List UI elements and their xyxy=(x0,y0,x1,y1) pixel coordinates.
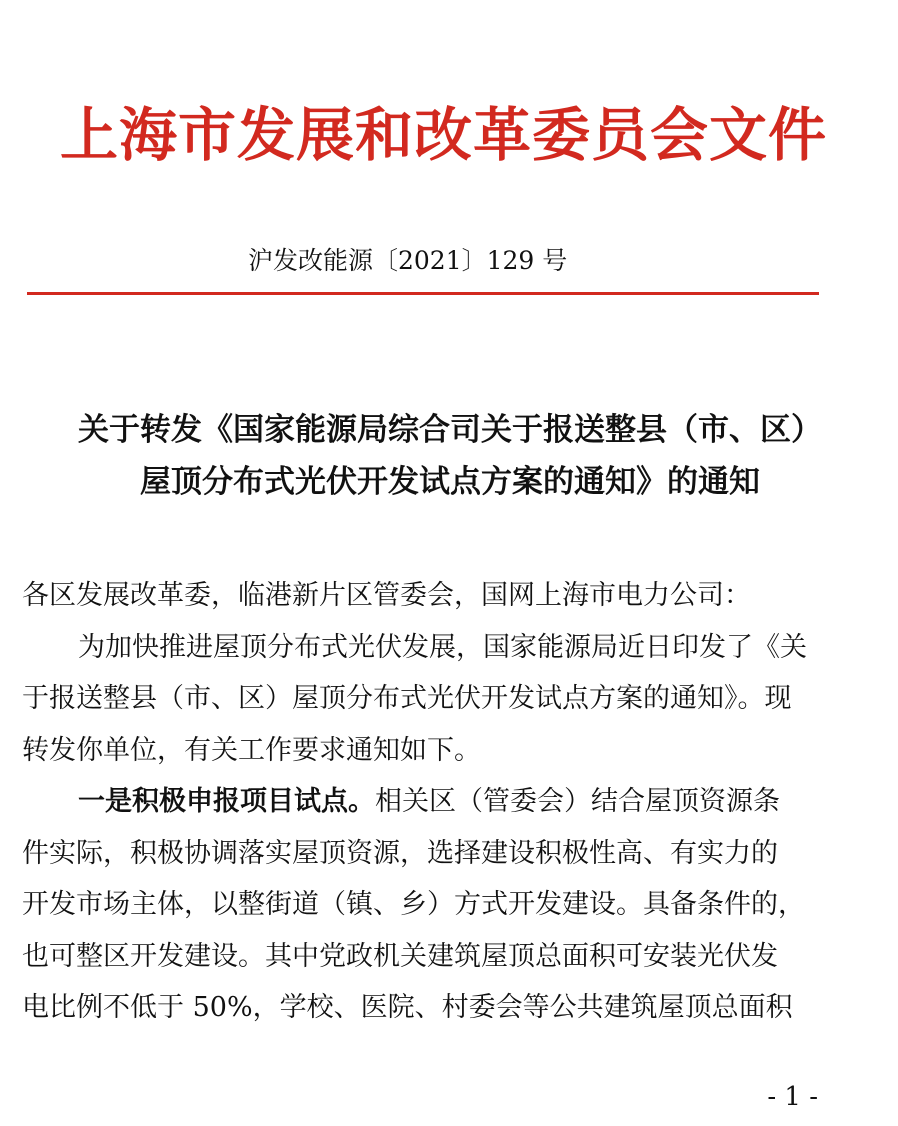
point-1-line-3: 开发市场主体，以整街道（镇、乡）方式开发建设。具备条件的， xyxy=(22,889,805,920)
point-1-first-line xyxy=(22,776,882,828)
notice-title-line-1: 关于转发《国家能源局综合司关于报送整县（市、区） xyxy=(78,412,822,448)
paragraph-1-line-2: 于报送整县（市、区）屋顶分布式光伏开发试点方案的通知》。现 xyxy=(22,683,792,714)
point-1-first-line-text: 相关区（管委会）结合屋顶资源条 xyxy=(375,786,780,817)
point-1-line-2: 件实际，积极协调落实屋顶资源，选择建设积极性高、有实力的 xyxy=(22,837,778,869)
point-1-heading: 一是积极申报项目试点。 xyxy=(78,786,375,817)
paragraph-1-line-3: 转发你单位，有关工作要求通知如下。 xyxy=(22,734,481,766)
document-number: 沪发改能源〔2021〕129 号 xyxy=(248,246,568,275)
document-body xyxy=(22,570,882,1034)
point-1-line-4: 也可整区开发建设。其中党政机关建筑屋顶总面积可安装光伏发 xyxy=(22,940,778,972)
agency-title: 上海市发展和改革委员会文件 xyxy=(60,101,828,169)
notice-title-line-2: 屋顶分布式光伏开发试点方案的通知》的通知 xyxy=(140,464,760,500)
recipients-line: 各区发展改革委，临港新片区管委会，国网上海市电力公司： xyxy=(22,580,751,611)
point-1-line-5: 电比例不低于 50%，学校、医院、村委会等公共建筑屋顶总面积 xyxy=(22,992,793,1023)
page-number: - 1 - xyxy=(767,1082,818,1112)
red-divider-line xyxy=(27,292,819,295)
notice-title xyxy=(20,404,880,508)
paragraph-1-line-1: 为加快推进屋顶分布式光伏发展，国家能源局近日印发了《关 xyxy=(78,631,807,663)
